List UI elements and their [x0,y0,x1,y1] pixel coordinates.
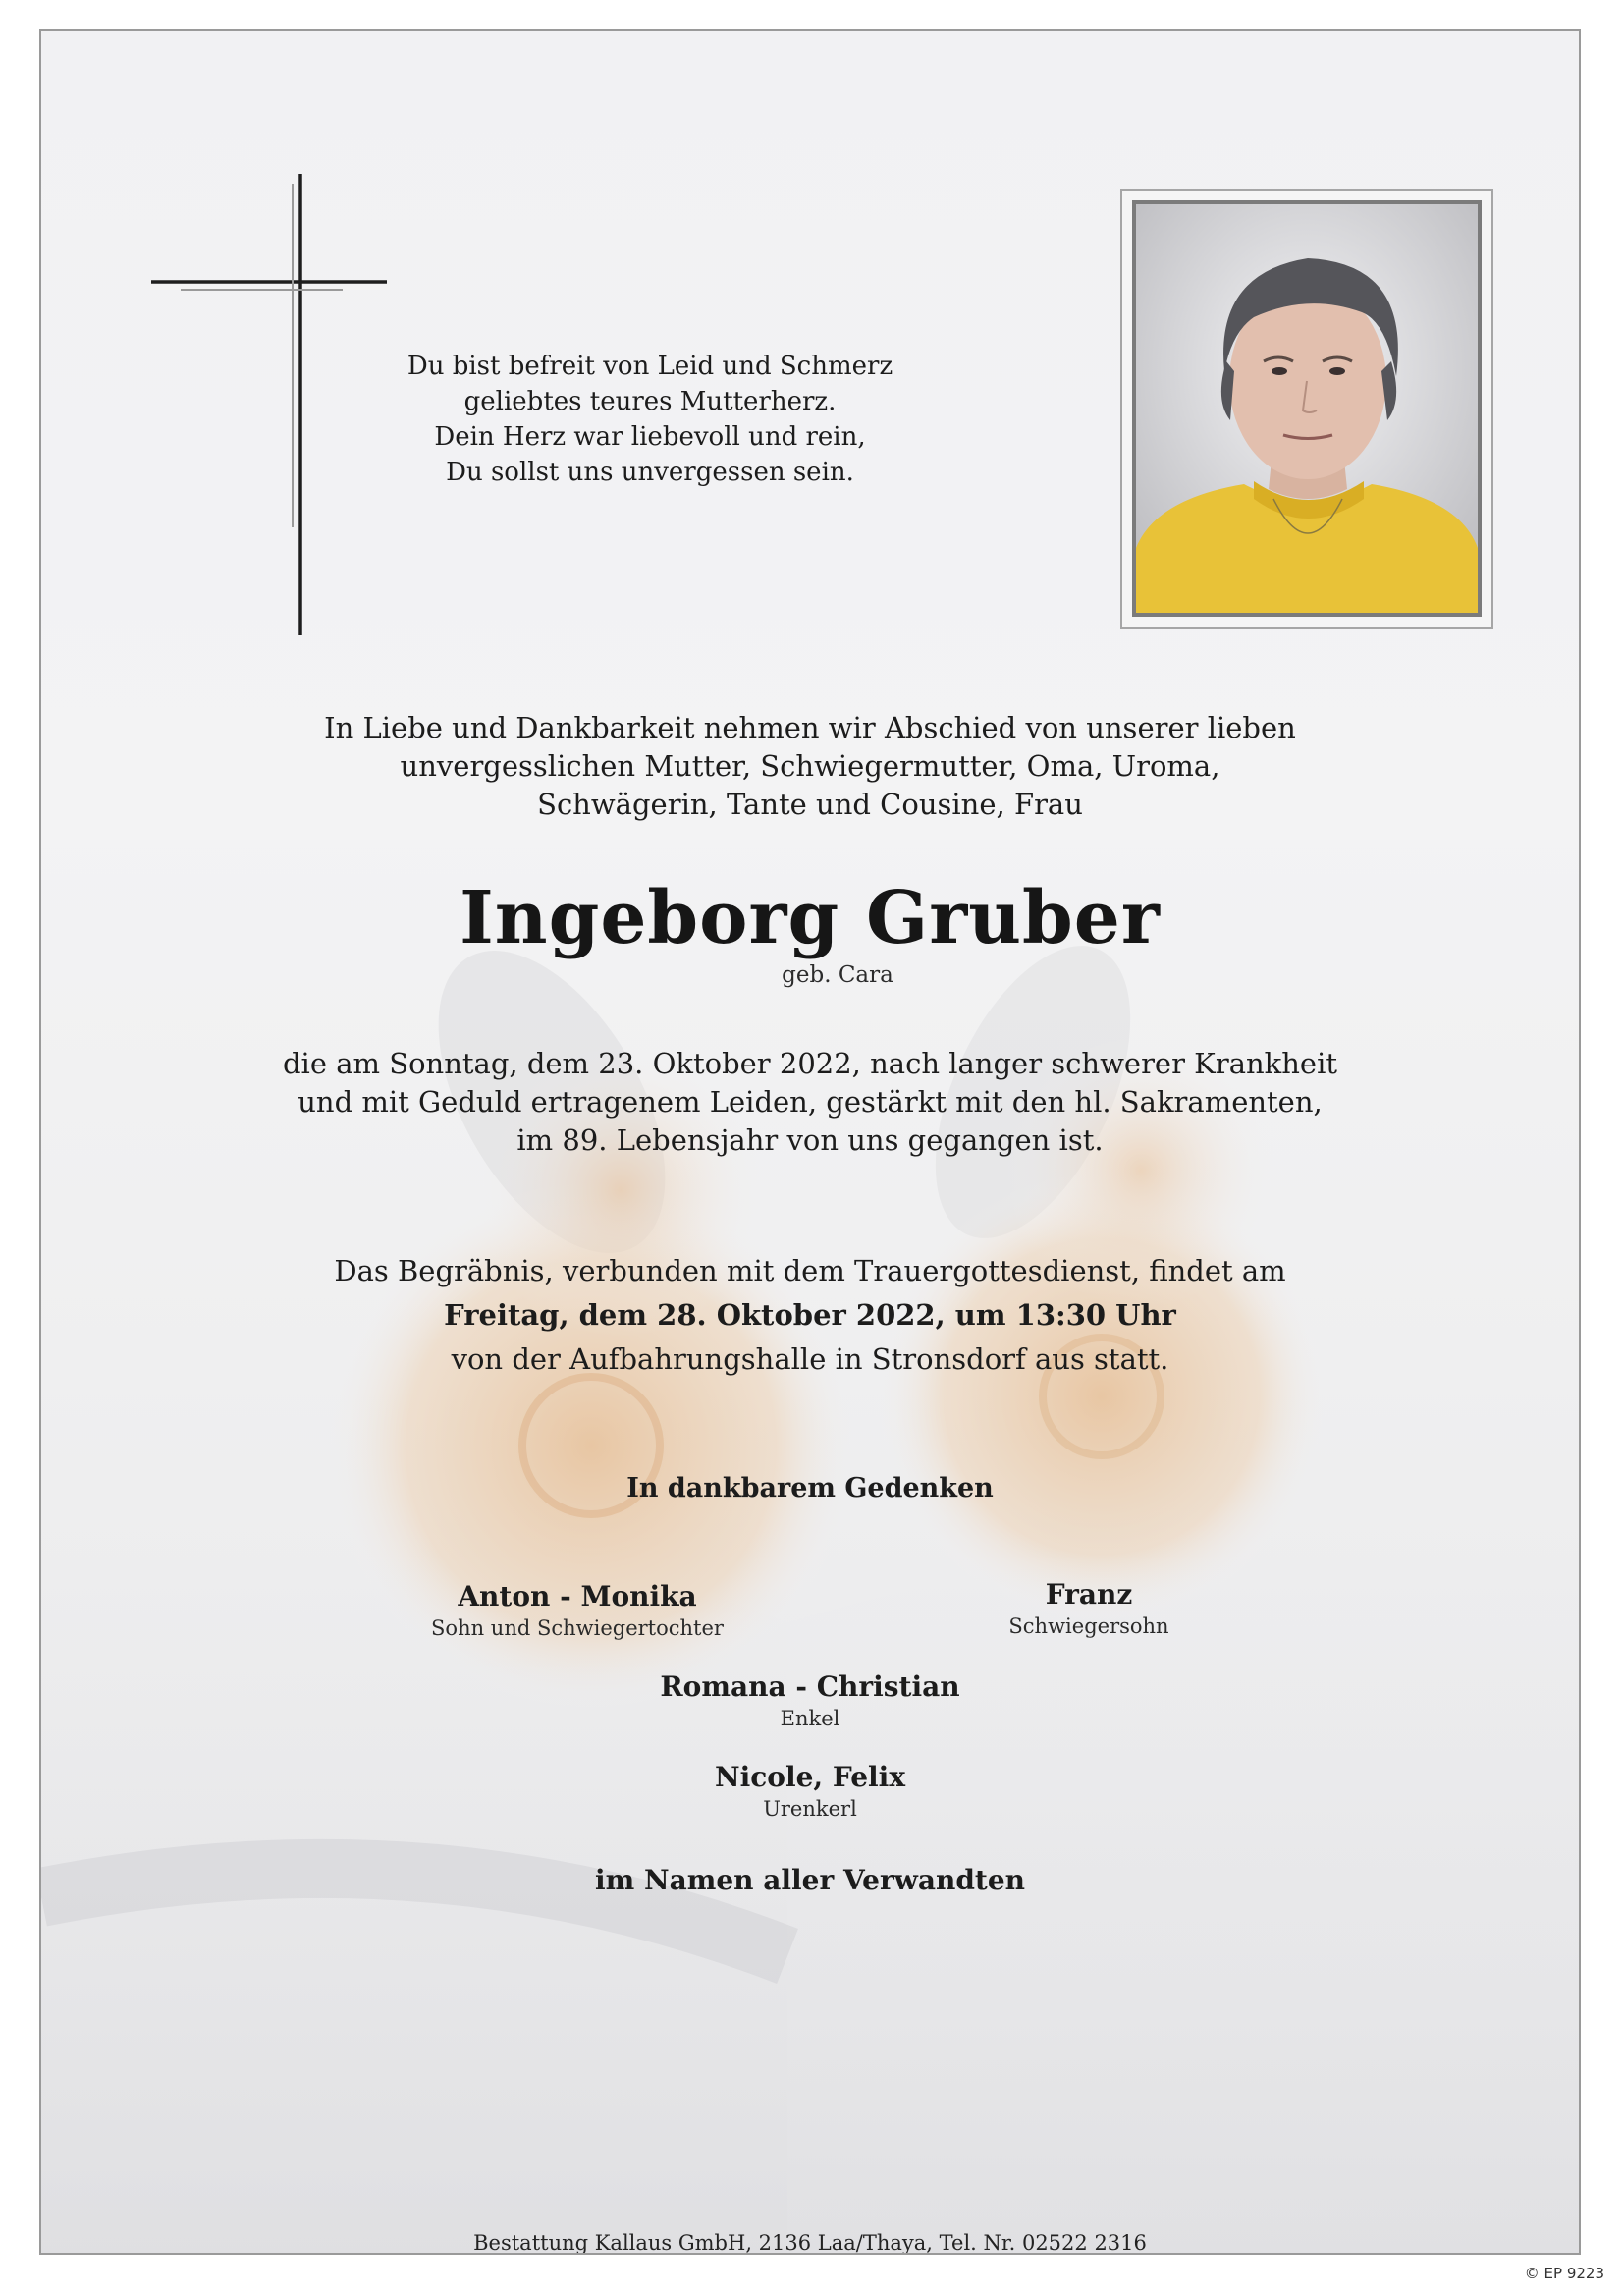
death-line: und mit Geduld ertragenem Leiden, gestärkt mit den hl. Sakramenten, [298,1085,1323,1119]
mourner-relation: Sohn und Schwiegertochter [431,1616,724,1640]
death-line: die am Sonntag, dem 23. Oktober 2022, nach langer schwerer Krankheit [282,1047,1338,1080]
mourner-name: Romana - Christian [660,1670,960,1703]
verse-line: Dein Herz war liebevoll und rein, [434,422,866,452]
funeral-home-footer: Bestattung Kallaus GmbH, 2136 Laa/Thaya, Tel. Nr. 02522 2316 [473,2231,1147,2255]
mourner-name: Anton - Monika [458,1580,697,1613]
intro-line: In Liebe und Dankbarkeit nehmen wir Abschied von unserer lieben [324,711,1296,744]
funeral-line: von der Aufbahrungshalle in Stronsdorf aus statt. [451,1342,1169,1376]
portrait-image [1136,204,1478,613]
gedenken-heading: In dankbarem Gedenken [626,1473,994,1503]
mourner-relation: Schwiegersohn [1008,1614,1169,1638]
birth-name: geb. Cara [782,962,893,988]
mourner [692,1760,928,1823]
funeral-info [41,1249,1579,1382]
verse-line: Du bist befreit von Leid und Schmerz [406,352,893,381]
mourner-name: Nicole, Felix [714,1761,906,1793]
mourner-relation: Urenkerl [763,1797,857,1821]
verse [287,349,1013,490]
intro-text [41,709,1579,824]
verse-line: geliebtes teures Mutterherz. [463,387,837,416]
obituary-sheet [39,29,1581,2255]
funeral-line: Das Begräbnis, verbunden mit dem Trauergottesdienst, findet am [334,1254,1286,1287]
death-line: im 89. Lebensjahr von uns gegangen ist. [516,1123,1104,1157]
mourner [391,1579,764,1642]
copyright-note: © EP 9223 [1524,2265,1604,2282]
verse-line: Du sollst uns unvergessen sein. [446,458,854,487]
mourner-relation: Enkel [780,1707,840,1730]
death-notice [41,1045,1579,1160]
mourner-name: Franz [1045,1578,1133,1611]
intro-line: unvergesslichen Mutter, Schwiegermutter, Oma, Uroma, [400,749,1220,783]
portrait-frame [1120,189,1493,629]
portrait-photo [1132,200,1482,617]
mourner [643,1669,977,1732]
mourner [961,1577,1217,1640]
deceased-name: Ingeborg Gruber [460,876,1161,960]
closing-text: im Namen aller Verwandten [594,1864,1026,1896]
intro-line: Schwägerin, Tante und Cousine, Frau [537,788,1083,821]
funeral-datetime: Freitag, dem 28. Oktober 2022, um 13:30 Uhr [444,1298,1176,1332]
